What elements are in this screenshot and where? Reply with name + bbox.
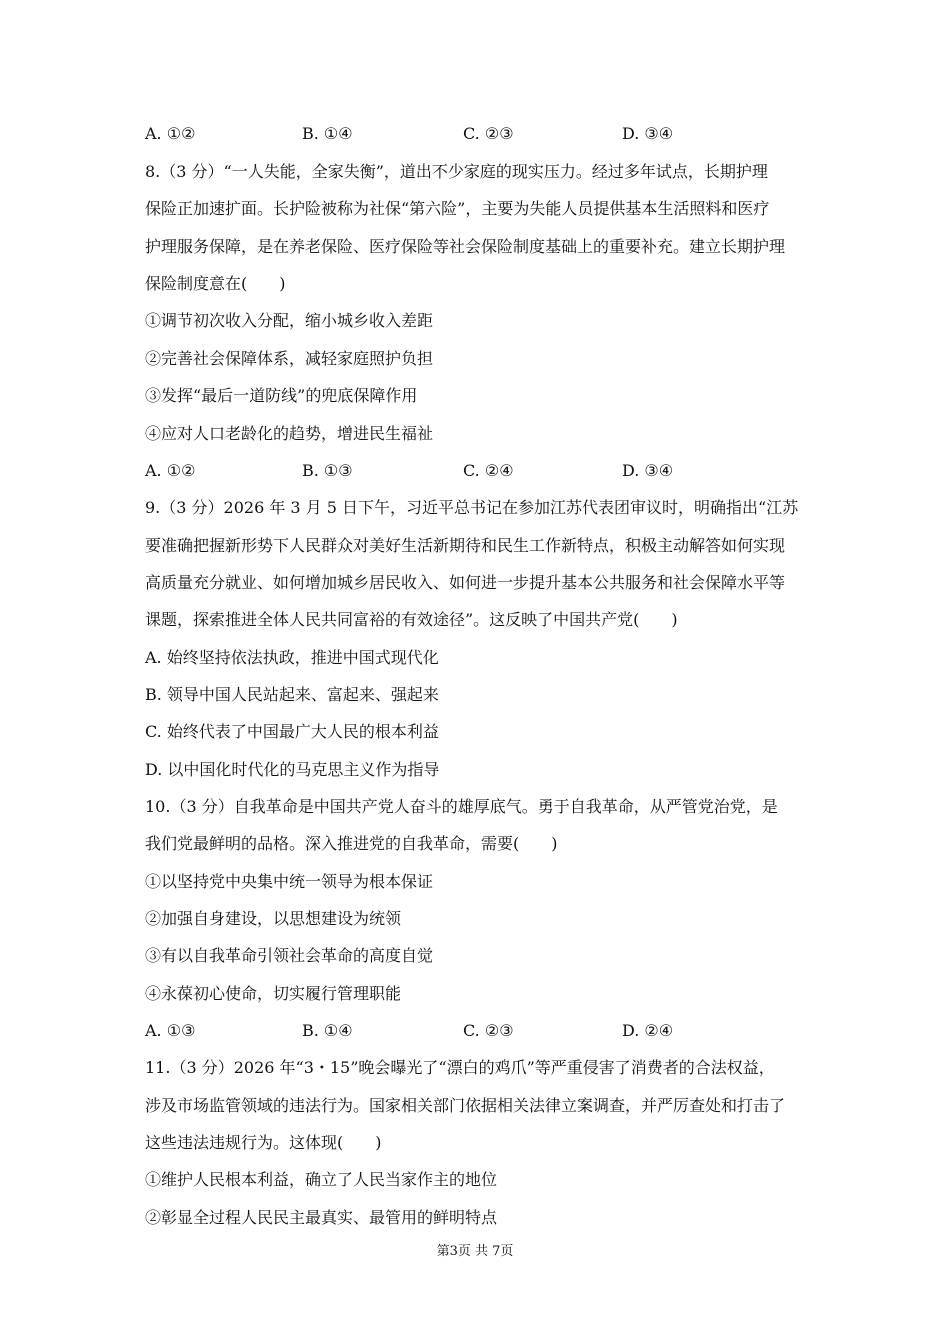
- q11-stem-line-2: 涉及市场监管领域的违法行为。国家相关部门依据相关法律立案调查，并严厉查处和打击了: [145, 1096, 786, 1115]
- q10-item-4: ④永葆初心使命，切实履行管理职能: [145, 984, 402, 1003]
- q9-option-c: C. 始终代表了中国最广大人民的根本利益: [145, 722, 439, 741]
- q8-item-3: ③发挥“最后一道防线”的兜底保障作用: [145, 386, 418, 405]
- q10-option-b: B. ①④: [302, 1021, 353, 1040]
- q10-stem-line-2: 我们党最鲜明的品格。深入推进党的自我革命，需要( ): [145, 834, 558, 853]
- q7-options: [145, 124, 845, 144]
- q10-option-a: A. ①③: [145, 1021, 196, 1040]
- q10-options: [145, 1021, 845, 1041]
- q8-option-a: A. ①②: [145, 461, 196, 480]
- q8-option-d: D. ③④: [622, 461, 674, 480]
- q10-stem-line-1: 10.（3 分）自我革命是中国共产党人奋斗的雄厚底气。勇于自我革命，从严管党治党，是: [145, 797, 778, 816]
- q9-stem-line-2: 要准确把握新形势下人民群众对美好生活新期待和民生工作新特点，积极主动解答如何实现: [145, 536, 786, 555]
- q9-option-d: D. 以中国化时代化的马克思主义作为指导: [145, 760, 440, 779]
- q11-item-1: ①维护人民根本利益，确立了人民当家作主的地位: [145, 1170, 498, 1189]
- q10-item-3: ③有以自我革命引领社会革命的高度自觉: [145, 946, 434, 965]
- q11-stem-line-3: 这些违法违规行为。这体现( ): [145, 1133, 382, 1152]
- q8-option-b: B. ①③: [302, 461, 353, 480]
- q9-option-b: B. 领导中国人民站起来、富起来、强起来: [145, 685, 439, 704]
- q8-option-c: C. ②④: [463, 461, 514, 480]
- q8-item-1: ①调节初次收入分配，缩小城乡收入差距: [145, 311, 434, 330]
- q11-stem-line-1: 11.（3 分）2026 年“3・15”晚会曝光了“漂白的鸡爪”等严重侵害了消费者的合法权益，: [145, 1058, 775, 1077]
- q9-stem-line-4: 课题，探索推进全体人民共同富裕的有效途径”。这反映了中国共产党( ): [145, 610, 678, 629]
- page-footer: 第3页 共 7页: [436, 1244, 514, 1259]
- q10-option-d: D. ②④: [622, 1021, 674, 1040]
- q8-options: [145, 461, 845, 481]
- q7-option-d: D. ③④: [622, 124, 674, 143]
- q8-stem-line-3: 护理服务保障，是在养老保险、医疗保险等社会保险制度基础上的重要补充。建立长期护理: [145, 237, 786, 256]
- q9-stem-line-1: 9.（3 分）2026 年 3 月 5 日下午，习近平总书记在参加江苏代表团审议时，明确指出“江苏: [145, 498, 799, 517]
- q8-item-2: ②完善社会保障体系，减轻家庭照护负担: [145, 349, 434, 368]
- q9-option-a: A. 始终坚持依法执政，推进中国式现代化: [145, 648, 439, 667]
- q7-option-a: A. ①②: [145, 124, 196, 143]
- q10-item-2: ②加强自身建设，以思想建设为统领: [145, 909, 402, 928]
- q10-option-c: C. ②③: [463, 1021, 514, 1040]
- q9-stem-line-3: 高质量充分就业、如何增加城乡居民收入、如何进一步提升基本公共服务和社会保障水平等: [145, 573, 786, 592]
- q10-item-1: ①以坚持党中央集中统一领导为根本保证: [145, 872, 434, 891]
- q7-option-b: B. ①④: [302, 124, 353, 143]
- q11-item-2: ②彰显全过程人民民主最真实、最管用的鲜明特点: [145, 1208, 498, 1227]
- q8-stem-line-2: 保险正加速扩面。长护险被称为社保“第六险”，主要为失能人员提供基本生活照料和医疗: [145, 199, 770, 218]
- q8-stem-line-1: 8.（3 分）“一人失能，全家失衡”，道出不少家庭的现实压力。经过多年试点，长期护理: [145, 162, 768, 181]
- q8-stem-line-4: 保险制度意在( ): [145, 274, 286, 293]
- q8-item-4: ④应对人口老龄化的趋势，增进民生福祉: [145, 424, 434, 443]
- q7-option-c: C. ②③: [463, 124, 514, 143]
